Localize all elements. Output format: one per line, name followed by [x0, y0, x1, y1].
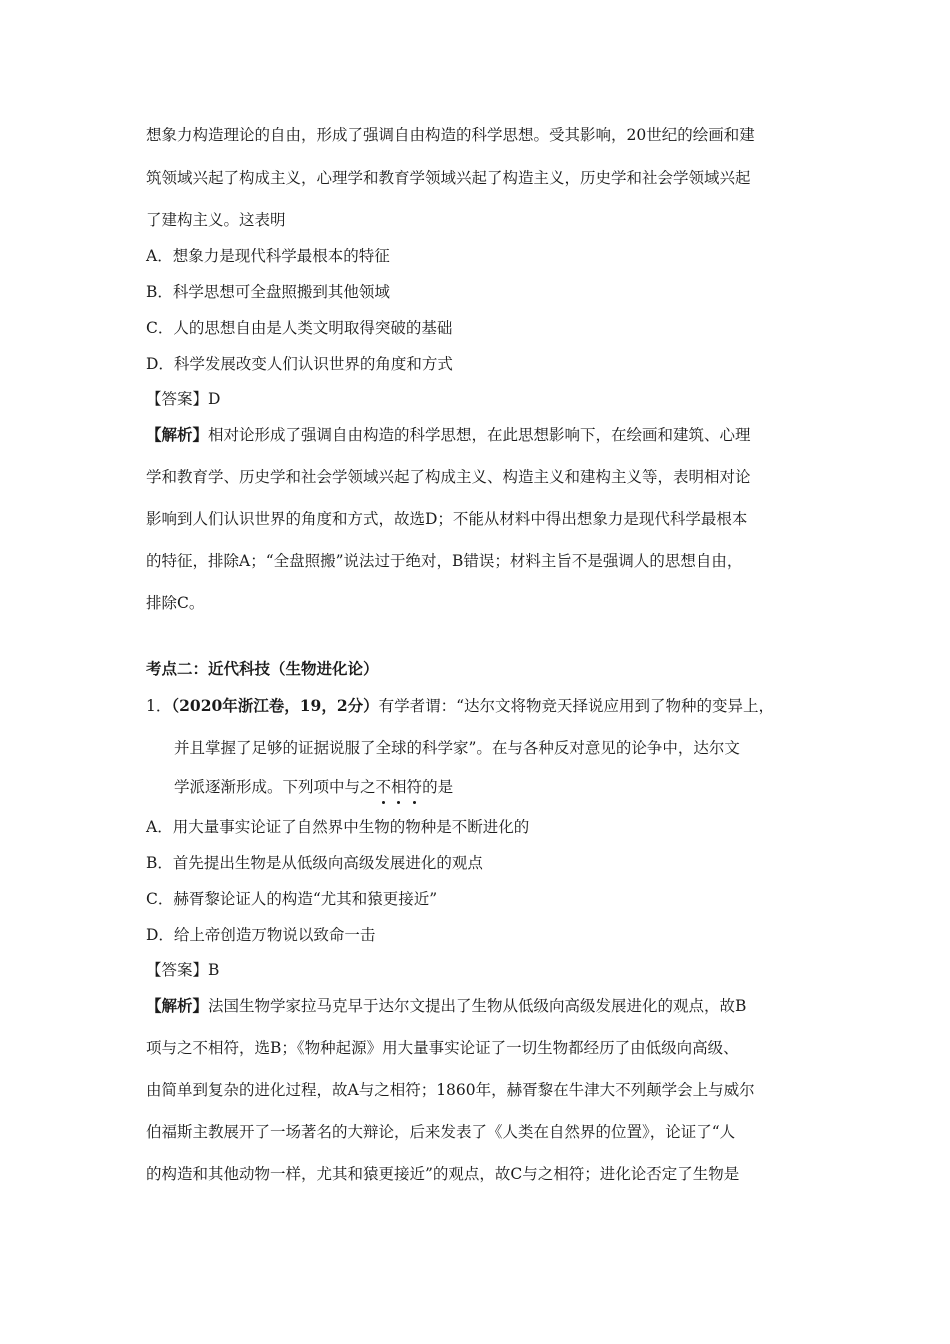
analysis-line: 的构造和其他动物一样，尤其和猿更接近”的观点，故C与之相符；进化论否定了生物是 — [146, 1165, 740, 1183]
answer: 【答案】B — [146, 961, 220, 979]
section-heading: 考点二：近代科技（生物进化论） — [146, 659, 379, 678]
analysis-label: 【解析】 — [146, 996, 209, 1015]
analysis-line: 伯福斯主教展开了一场著名的大辩论，后来发表了《人类在自然界的位置》，论证了“人 — [146, 1123, 736, 1141]
analysis-label: 【解析】 — [146, 425, 209, 444]
analysis-text: 相对论形成了强调自由构造的科学思想，在此思想影响下，在绘画和建筑、心理 — [208, 426, 751, 444]
question-stem-line: 筑领域兴起了构成主义，心理学和教育学领域兴起了构造主义，历史学和社会学领域兴起 — [146, 169, 751, 187]
analysis-line: 学和教育学、历史学和社会学领域兴起了构成主义、构造主义和建构主义等，表明相对论 — [146, 468, 751, 486]
analysis-line: 项与之不相符，选B；《物种起源》用大量事实论证了一切生物都经历了由低级向高级、 — [146, 1039, 739, 1057]
analysis-line — [146, 425, 816, 445]
question-text: 有学者谓：“达尔文将物竞天择说应用到了物种的变异上， — [378, 697, 775, 715]
question-text: 的是 — [422, 778, 454, 796]
emphasis-char: 符 — [406, 778, 423, 796]
option-c: C．赫胥黎论证人的构造“尤其和猿更接近” — [146, 890, 438, 908]
question-stem-line: 想象力构造理论的自由，形成了强调自由构造的科学思想。受其影响，20世纪的绘画和建 — [146, 126, 755, 144]
question-number: 1． — [146, 697, 172, 715]
option-d: D．科学发展改变人们认识世界的角度和方式 — [146, 355, 453, 373]
analysis-line: 由简单到复杂的进化过程，故A与之相符；1860年，赫胥黎在牛津大不列颠学会上与威尔 — [146, 1081, 755, 1099]
analysis-line: 影响到人们认识世界的角度和方式，故选D；不能从材料中得出想象力是现代科学最根本 — [146, 510, 748, 528]
question-stem-line: 了建构主义。这表明 — [146, 211, 286, 229]
option-a: A．用大量事实论证了自然界中生物的物种是不断进化的 — [146, 818, 530, 836]
question-line — [174, 777, 814, 797]
question-source: （2020年浙江卷，19，2分） — [171, 696, 379, 715]
option-c: C．人的思想自由是人类文明取得突破的基础 — [146, 319, 453, 337]
question-line — [146, 696, 816, 716]
analysis-line: 排除C。 — [146, 594, 205, 612]
emphasis-char: 不 — [375, 778, 392, 796]
option-d: D．给上帝创造万物说以致命一击 — [146, 926, 376, 944]
answer: 【答案】D — [146, 390, 221, 408]
option-b: B．首先提出生物是从低级向高级发展进化的观点 — [146, 854, 483, 872]
option-a: A．想象力是现代科学最根本的特征 — [146, 247, 390, 265]
emphasis-char: 相 — [391, 778, 407, 796]
question-line: 并且掌握了足够的证据说服了全球的科学家”。在与各种反对意见的论争中，达尔文 — [174, 739, 740, 757]
option-b: B．科学思想可全盘照搬到其他领域 — [146, 283, 390, 301]
analysis-line — [146, 996, 816, 1016]
analysis-line: 的特征，排除A；“全盘照搬”说法过于绝对，B错误；材料主旨不是强调人的思想自由， — [146, 552, 743, 570]
analysis-text: 法国生物学家拉马克早于达尔文提出了生物从低级向高级发展进化的观点，故B — [208, 997, 747, 1015]
question-text: 学派逐渐形成。下列项中与之 — [174, 778, 376, 796]
